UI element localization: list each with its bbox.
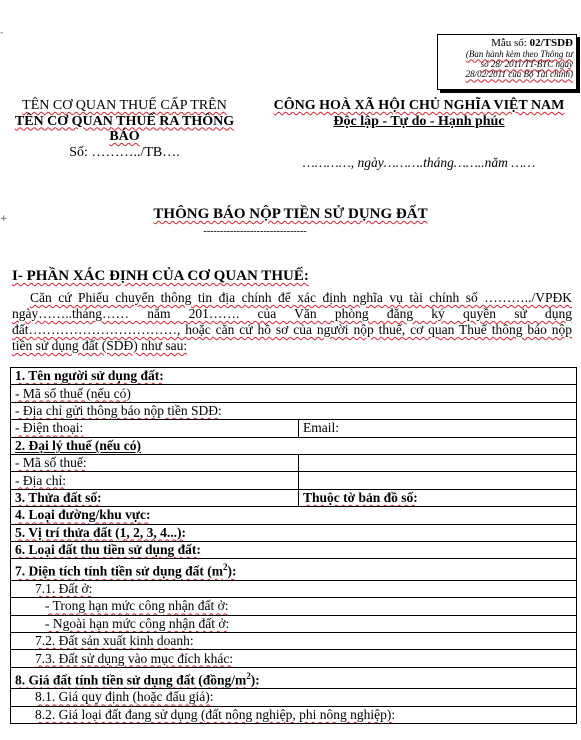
field-agent-address: - Địa chỉ:	[11, 472, 299, 489]
country-name: CÔNG HOÀ XÃ HỘI CHỦ NGHĨA VIỆT NAM	[273, 98, 565, 113]
form-code-note-3: 28/02/2011 của Bộ Tài chính)	[465, 68, 573, 79]
table-row	[11, 507, 577, 524]
table-row	[11, 489, 577, 506]
issuing-agency-header	[2, 98, 247, 160]
field-beyond-limit: - Ngoài hạn mức công nhận đất ở:	[11, 615, 577, 632]
field-map-sheet-number: Thuộc tờ bản đồ số:	[299, 489, 577, 506]
table-row	[11, 368, 577, 385]
field-land-area	[11, 559, 577, 581]
form-code-box	[437, 34, 577, 90]
field-other-purpose-land: 7.3. Đất sử dụng vào mục đích khác:	[11, 650, 577, 667]
field-land-area-label: 7. Diện tích tính tiền sử dụng đất (m	[15, 563, 224, 579]
field-parcel-position: 5. Vị trí thửa đất (1, 2, 3, 4...):	[11, 524, 577, 541]
field-tax-code-value[interactable]	[299, 385, 577, 402]
field-land-type: 6. Loại đất thu tiền sử dụng đất:	[11, 541, 577, 558]
form-code-note-2: số 28/ 2011/TT-BTC ngày	[480, 58, 573, 69]
table-row	[11, 667, 577, 689]
form-code-label: Mẫu số:	[491, 37, 527, 49]
field-notice-address: - Địa chỉ gửi thông báo nộp tiền SDĐ:	[11, 402, 577, 419]
issuing-agency-name: TÊN CƠ QUAN THUẾ RA THÔNG BÁO	[14, 113, 235, 144]
ruler-tab-marker: +	[0, 214, 8, 224]
table-row	[11, 402, 577, 419]
section-heading: I- PHẦN XÁC ĐỊNH CỦA CƠ QUAN THUẾ:	[12, 268, 309, 284]
intro-paragraph	[12, 290, 572, 354]
field-parcel-number: 3. Thửa đất số:	[11, 489, 299, 506]
notice-number-line: Số: ………../TB….	[69, 144, 180, 160]
field-residential-land: 7.1. Đất ở:	[11, 580, 577, 597]
field-agent-address-value[interactable]	[299, 472, 577, 489]
field-regulated-price: 8.1. Giá quy định (hoặc đấu giá):	[11, 689, 577, 706]
field-road-area-type: 4. Loại đường/khu vực:	[11, 507, 577, 524]
table-row	[11, 580, 577, 597]
table-row	[11, 598, 577, 615]
field-tax-agent	[11, 437, 577, 454]
intro-text: Căn cứ Phiếu chuyển thông tin địa chính để xác định nghĩa vụ tài chính số ………../VPĐK ngày……..tháng…… năm 201……. của Văn phòng đăng ký quyền sử dụng đất……………………………, hoặc căn cứ hồ sơ của người nộp thuế, cơ quan Thuế thông báo nộp tiền sử dụng đất (SDĐ) như sau:	[12, 290, 572, 353]
form-code	[441, 38, 573, 49]
field-tax-agent-label: 2. Đại lý thuế (nếu có)	[15, 437, 141, 453]
field-phone: - Điện thoại:	[11, 420, 299, 437]
table-row	[11, 420, 577, 437]
form-table	[10, 367, 577, 724]
page-corner-mark: -	[0, 28, 4, 38]
table-row	[11, 454, 577, 471]
table-row	[11, 541, 577, 558]
field-current-land-price: 8.2. Giá loại đất đang sử dụng (đất nông nghiệp, phi nông nghiệp):	[11, 706, 577, 723]
field-tax-code: - Mã số thuế (nếu có)	[11, 385, 299, 402]
table-row	[11, 472, 577, 489]
field-land-price-end: ):	[250, 672, 260, 688]
field-business-land: 7.2. Đất sản xuất kinh doanh:	[11, 632, 577, 649]
place-date-line: …………, ngày……….tháng……..năm ……	[302, 155, 536, 170]
field-agent-tax-code: - Mã số thuế:	[11, 454, 299, 471]
unit-exponent: 2	[223, 562, 228, 573]
table-row	[11, 632, 577, 649]
table-row	[11, 524, 577, 541]
field-land-area-end: ):	[227, 563, 237, 579]
table-row	[11, 650, 577, 667]
national-motto: Độc lập - Tự do - Hạnh phúc	[333, 113, 505, 129]
parent-agency-name: TÊN CƠ QUAN THUẾ CẤP TRÊN	[22, 98, 227, 113]
field-within-limit: - Trong hạn mức công nhận đất ở:	[11, 598, 577, 615]
unit-exponent: 2	[246, 670, 251, 681]
field-land-price	[11, 667, 577, 689]
table-row	[11, 689, 577, 706]
national-header	[260, 98, 578, 129]
table-row	[11, 559, 577, 581]
form-code-value: 02/TSDĐ	[529, 37, 573, 49]
table-row	[11, 385, 577, 402]
form-code-note-1: (Ban hành kèm theo Thông tư	[465, 48, 573, 59]
document-title: THÔNG BÁO NỘP TIỀN SỬ DỤNG ĐẤT	[153, 206, 428, 222]
table-row	[11, 615, 577, 632]
field-land-price-label: 8. Giá đất tính tiền sử dụng đất (đồng/m	[15, 672, 247, 688]
table-row	[11, 706, 577, 723]
table-row	[11, 437, 577, 454]
title-divider: -------------------------------	[203, 226, 307, 237]
field-land-user-name: 1. Tên người sử dụng đất:	[11, 368, 577, 385]
field-agent-tax-code-value[interactable]	[299, 454, 577, 471]
field-email: Email:	[299, 420, 577, 437]
